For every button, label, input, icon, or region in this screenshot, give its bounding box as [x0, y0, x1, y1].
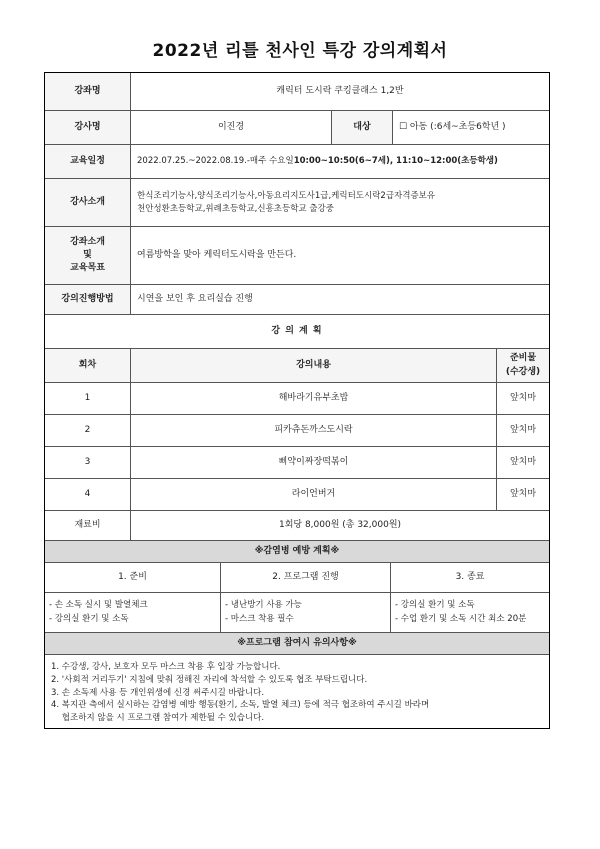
prevention-col-items	[221, 593, 391, 632]
prevention-item: - 손 소독 실시 및 발열체크	[49, 600, 148, 611]
instructor-label: 강사명	[45, 111, 131, 144]
table-row	[45, 447, 549, 479]
target-label: 대상	[331, 111, 393, 144]
goal-row	[45, 227, 549, 285]
instructor-row	[45, 111, 549, 145]
course-row	[45, 73, 549, 111]
intro-row	[45, 179, 549, 227]
plan-heading: 강 의 계 획	[271, 325, 323, 336]
notice-line: 4. 복지관 측에서 실시하는 감염병 예방 행동(환기, 소독, 발열 체크) 등에 적극 협조하여 주시길 바라며	[51, 700, 430, 711]
goal-label	[45, 227, 131, 284]
table-row	[45, 383, 549, 415]
col-content: 강의내용	[131, 349, 497, 382]
notice-heading: ※프로그램 참여시 유의사항※	[237, 637, 357, 648]
notice-line: 1. 수강생, 강사, 보호자 모두 마스크 착용 후 입장 가능합니다.	[51, 662, 281, 672]
prevention-heading: ※감염병 예방 계획※	[254, 545, 340, 556]
prevention-item: - 강의실 환기 및 소독	[49, 613, 129, 624]
session-cell: 3	[45, 447, 131, 478]
notice-line: 3. 손 소독제 사용 등 개인위생에 신경 써주시길 바랍니다.	[51, 687, 265, 698]
col-materials	[497, 349, 549, 382]
schedule-dates: 2022.07.25.~2022.08.19.-매주 수요일	[137, 156, 294, 167]
goal-label-line: 강좌소개	[70, 236, 105, 247]
content-cell: 삐약이짜장떡볶이	[131, 447, 497, 478]
prevention-item: - 냉난방기 사용 가능	[225, 600, 302, 611]
col-session: 회차	[45, 349, 131, 382]
materials-cell: 앞치마	[509, 392, 537, 403]
table-row	[45, 415, 549, 447]
plan-header-row	[45, 349, 549, 383]
instructor-value: 이진경	[217, 121, 245, 132]
prevention-heading-row	[45, 541, 549, 563]
materials-cell: 앞치마	[509, 456, 537, 467]
prevention-titles-row	[45, 563, 549, 593]
plan-heading-row	[45, 315, 549, 349]
method-label: 강의진행방법	[45, 285, 131, 314]
fee-value: 1회당 8,000원 (총 32,000원)	[278, 519, 402, 530]
document-title: 2022년 리틀 천사인 특강 강의계획서	[152, 41, 448, 61]
fee-label: 재료비	[45, 511, 131, 540]
intro-line: 한식조리기능사,양식조리기능사,아동요리지도사1급,케릭터도시락2급자격증보유	[137, 191, 436, 202]
intro-value	[131, 179, 549, 226]
goal-label-line: 교육목표	[70, 263, 105, 274]
table-row	[45, 479, 549, 511]
prevention-col-title: 1. 준비	[45, 563, 221, 592]
schedule-times: 10:00~10:50(6~7세), 11:10~12:00(초등학생)	[293, 156, 498, 167]
prevention-col-title: 3. 종료	[455, 571, 485, 582]
prevention-item: - 마스크 착용 필수	[225, 613, 294, 624]
materials-cell: 앞치마	[509, 488, 537, 499]
content-cell: 피카츄돈까스도시락	[131, 415, 497, 446]
notice-line: 협조하지 않을 시 프로그램 참여가 제한될 수 있습니다.	[51, 713, 265, 723]
course-value: 캐릭터 도시락 쿠킹클래스 1,2반	[276, 85, 404, 96]
prevention-item: - 수업 환기 및 소독 시간 최소 20분	[395, 613, 527, 624]
method-row	[45, 285, 549, 315]
intro-label: 강사소개	[45, 179, 131, 226]
prevention-item: - 강의실 환기 및 소독	[395, 600, 475, 611]
target-value: ☐ 아동 (:6세~초등6학년 )	[399, 121, 506, 132]
session-cell: 4	[45, 479, 131, 510]
notice-heading-row	[45, 633, 549, 655]
schedule-row	[45, 145, 549, 179]
notice-line: 2. '사회적 거리두기' 지침에 맞춰 정해진 자리에 착석할 수 있도록 협조 부탁드립니다.	[51, 674, 368, 685]
intro-line: 천안성환초등학교,위례초등학교,신흥초등학교 출강중	[137, 203, 334, 214]
prevention-col-title: 2. 프로그램 진행	[221, 563, 391, 592]
col-materials-line: 준비물	[509, 353, 537, 364]
schedule-label: 교육일정	[45, 145, 131, 178]
course-label: 강좌명	[45, 73, 131, 110]
schedule-value	[131, 145, 549, 178]
notice-body	[45, 655, 549, 729]
prevention-col-items	[391, 593, 549, 632]
goal-label-line: 및	[83, 249, 92, 260]
notice-body-row	[45, 655, 549, 729]
materials-cell: 앞치마	[509, 424, 537, 435]
col-materials-line: (수강생)	[505, 366, 541, 377]
session-cell: 2	[45, 415, 131, 446]
plan-table	[44, 72, 550, 729]
content-cell: 해바라기유부초밥	[131, 383, 497, 414]
prevention-col-items	[45, 593, 221, 632]
method-value: 시연을 보인 후 요리실습 진행	[137, 293, 253, 304]
prevention-items-row	[45, 593, 549, 633]
goal-value: 여름방학을 맞아 케릭터도시락을 만든다.	[137, 249, 297, 260]
session-cell: 1	[45, 383, 131, 414]
content-cell: 라이언버거	[131, 479, 497, 510]
fee-row	[45, 511, 549, 541]
